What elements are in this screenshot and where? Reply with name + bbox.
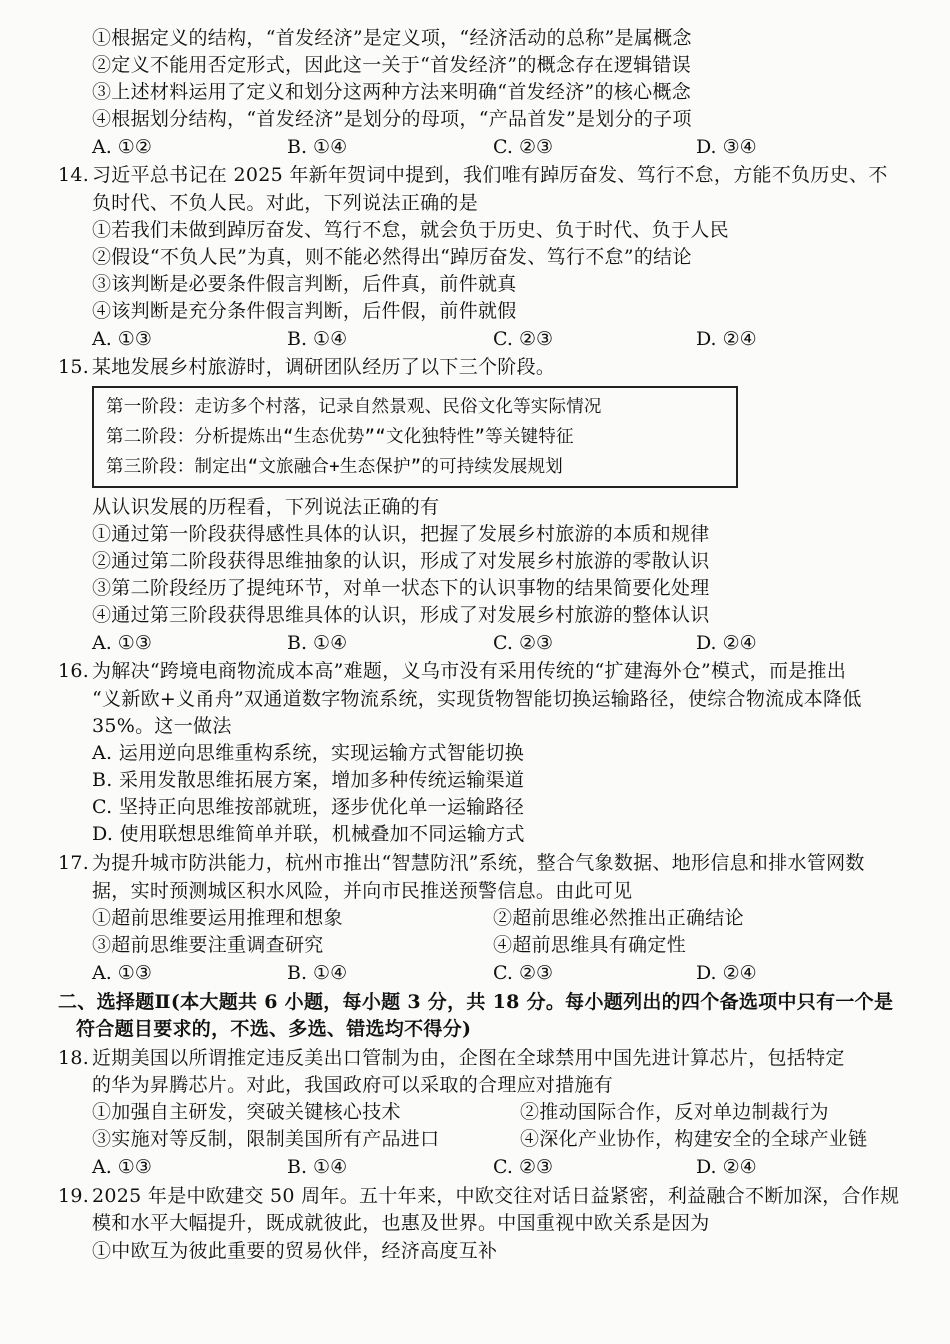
q17-number: 17. — [58, 852, 90, 874]
q18-option-d: D. ②④ — [696, 1156, 757, 1178]
q14-item-1: ①若我们未做到踔厉奋发、笃行不怠，就会负于历史、负于时代、负于人民 — [92, 219, 729, 241]
q13-option-c: C. ②③ — [493, 136, 554, 158]
q13-option-b: B. ①④ — [287, 136, 348, 158]
q18-item-2: ②推动国际合作，反对单边制裁行为 — [520, 1101, 829, 1123]
q14-number: 14. — [58, 164, 90, 186]
q18-option-a: A. ①③ — [92, 1156, 152, 1178]
q14-stem-2: 负时代、不负人民。对此，下列说法正确的是 — [92, 192, 479, 214]
q13-item-4: ④根据划分结构，“首发经济”是划分的母项，“产品首发”是划分的子项 — [92, 108, 692, 130]
q17-option-c: C. ②③ — [493, 962, 554, 984]
q15-stage-1: 第一阶段：走访多个村落，记录自然景观、民俗文化等实际情况 — [106, 397, 602, 417]
q15-option-d: D. ②④ — [696, 632, 757, 654]
q17-item-4: ④超前思维具有确定性 — [493, 934, 687, 956]
q18-item-1: ①加强自主研发，突破关键核心技术 — [92, 1101, 401, 1123]
q13-item-1: ①根据定义的结构，“首发经济”是定义项，“经济活动的总称”是属概念 — [92, 27, 692, 49]
q15-option-b: B. ①④ — [287, 632, 348, 654]
q13-option-d: D. ③④ — [696, 136, 757, 158]
q18-item-4: ④深化产业协作，构建安全的全球产业链 — [520, 1128, 868, 1150]
q17-item-2: ②超前思维必然推出正确结论 — [493, 907, 744, 929]
q15-stem: 某地发展乡村旅游时，调研团队经历了以下三个阶段。 — [92, 356, 556, 378]
q15-item-3: ③第二阶段经历了提纯环节，对单一状态下的认识事物的结果简要化处理 — [92, 577, 710, 599]
q17-option-d: D. ②④ — [696, 962, 757, 984]
q17-option-b: B. ①④ — [287, 962, 348, 984]
q14-option-d: D. ②④ — [696, 328, 757, 350]
q18-stem-2: 的华为昇腾芯片。对此，我国政府可以采取的合理应对措施有 — [92, 1074, 614, 1096]
q15-option-c: C. ②③ — [493, 632, 554, 654]
q16-option-c: C. 坚持正向思维按部就班，逐步优化单一运输路径 — [92, 796, 525, 818]
q15-option-a: A. ①③ — [92, 632, 152, 654]
q16-option-b: B. 采用发散思维拓展方案，增加多种传统运输渠道 — [92, 769, 525, 791]
q15-item-1: ①通过第一阶段获得感性具体的认识，把握了发展乡村旅游的本质和规律 — [92, 523, 710, 545]
q19-number: 19. — [58, 1185, 90, 1207]
q15-stage-box — [92, 386, 738, 488]
q14-item-4: ④该判断是充分条件假言判断，后件假，前件就假 — [92, 300, 517, 322]
q14-option-c: C. ②③ — [493, 328, 554, 350]
q15-question: 从认识发展的历程看，下列说法正确的有 — [92, 496, 440, 518]
q17-option-a: A. ①③ — [92, 962, 152, 984]
q19-item-1: ①中欧互为彼此重要的贸易伙伴，经济高度互补 — [92, 1240, 498, 1262]
q17-item-3: ③超前思维要注重调查研究 — [92, 934, 324, 956]
q13-item-2: ②定义不能用否定形式，因此这一关于“首发经济”的概念存在逻辑错误 — [92, 54, 692, 76]
q14-item-3: ③该判断是必要条件假言判断，后件真，前件就真 — [92, 273, 517, 295]
q16-option-d: D. 使用联想思维简单并联，机械叠加不同运输方式 — [92, 823, 525, 845]
q17-stem-1: 为提升城市防洪能力，杭州市推出“智慧防汛”系统，整合气象数据、地形信息和排水管网数 — [92, 852, 865, 874]
q16-stem-2: “义新欧+义甬舟”双通道数字物流系统，实现货物智能切换运输路径，使综合物流成本降低 — [92, 688, 862, 710]
q13-option-a: A. ①② — [92, 136, 152, 158]
q16-stem-1: 为解决“跨境电商物流成本高”难题，义乌市没有采用传统的“扩建海外仓”模式，而是推出 — [92, 660, 847, 682]
q15-stage-2: 第二阶段：分析提炼出“生态优势”“文化独特性”等关键特征 — [106, 427, 574, 447]
q13-item-3: ③上述材料运用了定义和划分这两种方法来明确“首发经济”的核心概念 — [92, 81, 692, 103]
q15-number: 15. — [58, 356, 90, 378]
q14-option-b: B. ①④ — [287, 328, 348, 350]
q19-stem-1: 2025 年是中欧建交 50 周年。五十年来，中欧交往对话日益紧密，利益融合不断加深，合作规 — [92, 1185, 900, 1207]
q17-stem-2: 据，实时预测城区积水风险，并向市民推送预警信息。由此可见 — [92, 880, 633, 902]
q15-item-2: ②通过第二阶段获得思维抽象的认识，形成了对发展乡村旅游的零散认识 — [92, 550, 710, 572]
q14-item-2: ②假设“不负人民”为真，则不能必然得出“踔厉奋发、笃行不怠”的结论 — [92, 246, 692, 268]
q16-stem-3: 35%。这一做法 — [92, 715, 232, 737]
q16-number: 16. — [58, 660, 90, 682]
q19-stem-2: 模和水平大幅提升，既成就彼此，也惠及世界。中国重视中欧关系是因为 — [92, 1212, 710, 1234]
q17-item-1: ①超前思维要运用推理和想象 — [92, 907, 343, 929]
q18-item-3: ③实施对等反制，限制美国所有产品进口 — [92, 1128, 440, 1150]
q14-option-a: A. ①③ — [92, 328, 152, 350]
q18-stem-1: 近期美国以所谓推定违反美出口管制为由，企图在全球禁用中国先进计算芯片，包括特定 — [92, 1047, 845, 1069]
q15-stage-3: 第三阶段：制定出“文旅融合+生态保护”的可持续发展规划 — [106, 457, 564, 477]
q16-option-a: A. 运用逆向思维重构系统，实现运输方式智能切换 — [92, 742, 525, 764]
q14-stem-1: 习近平总书记在 2025 年新年贺词中提到，我们唯有踔厉奋发、笃行不怠，方能不负历史、不 — [92, 164, 888, 186]
q18-option-b: B. ①④ — [287, 1156, 348, 1178]
section2-title-2: 符合题目要求的，不选、多选、错选均不得分) — [76, 1018, 472, 1040]
q18-number: 18. — [58, 1047, 90, 1069]
q18-option-c: C. ②③ — [493, 1156, 554, 1178]
section2-title-1: 二、选择题Ⅱ(本大题共 6 小题，每小题 3 分，共 18 分。每小题列出的四个备选项中只有一个是 — [58, 991, 894, 1013]
q15-item-4: ④通过第三阶段获得思维具体的认识，形成了对发展乡村旅游的整体认识 — [92, 604, 710, 626]
